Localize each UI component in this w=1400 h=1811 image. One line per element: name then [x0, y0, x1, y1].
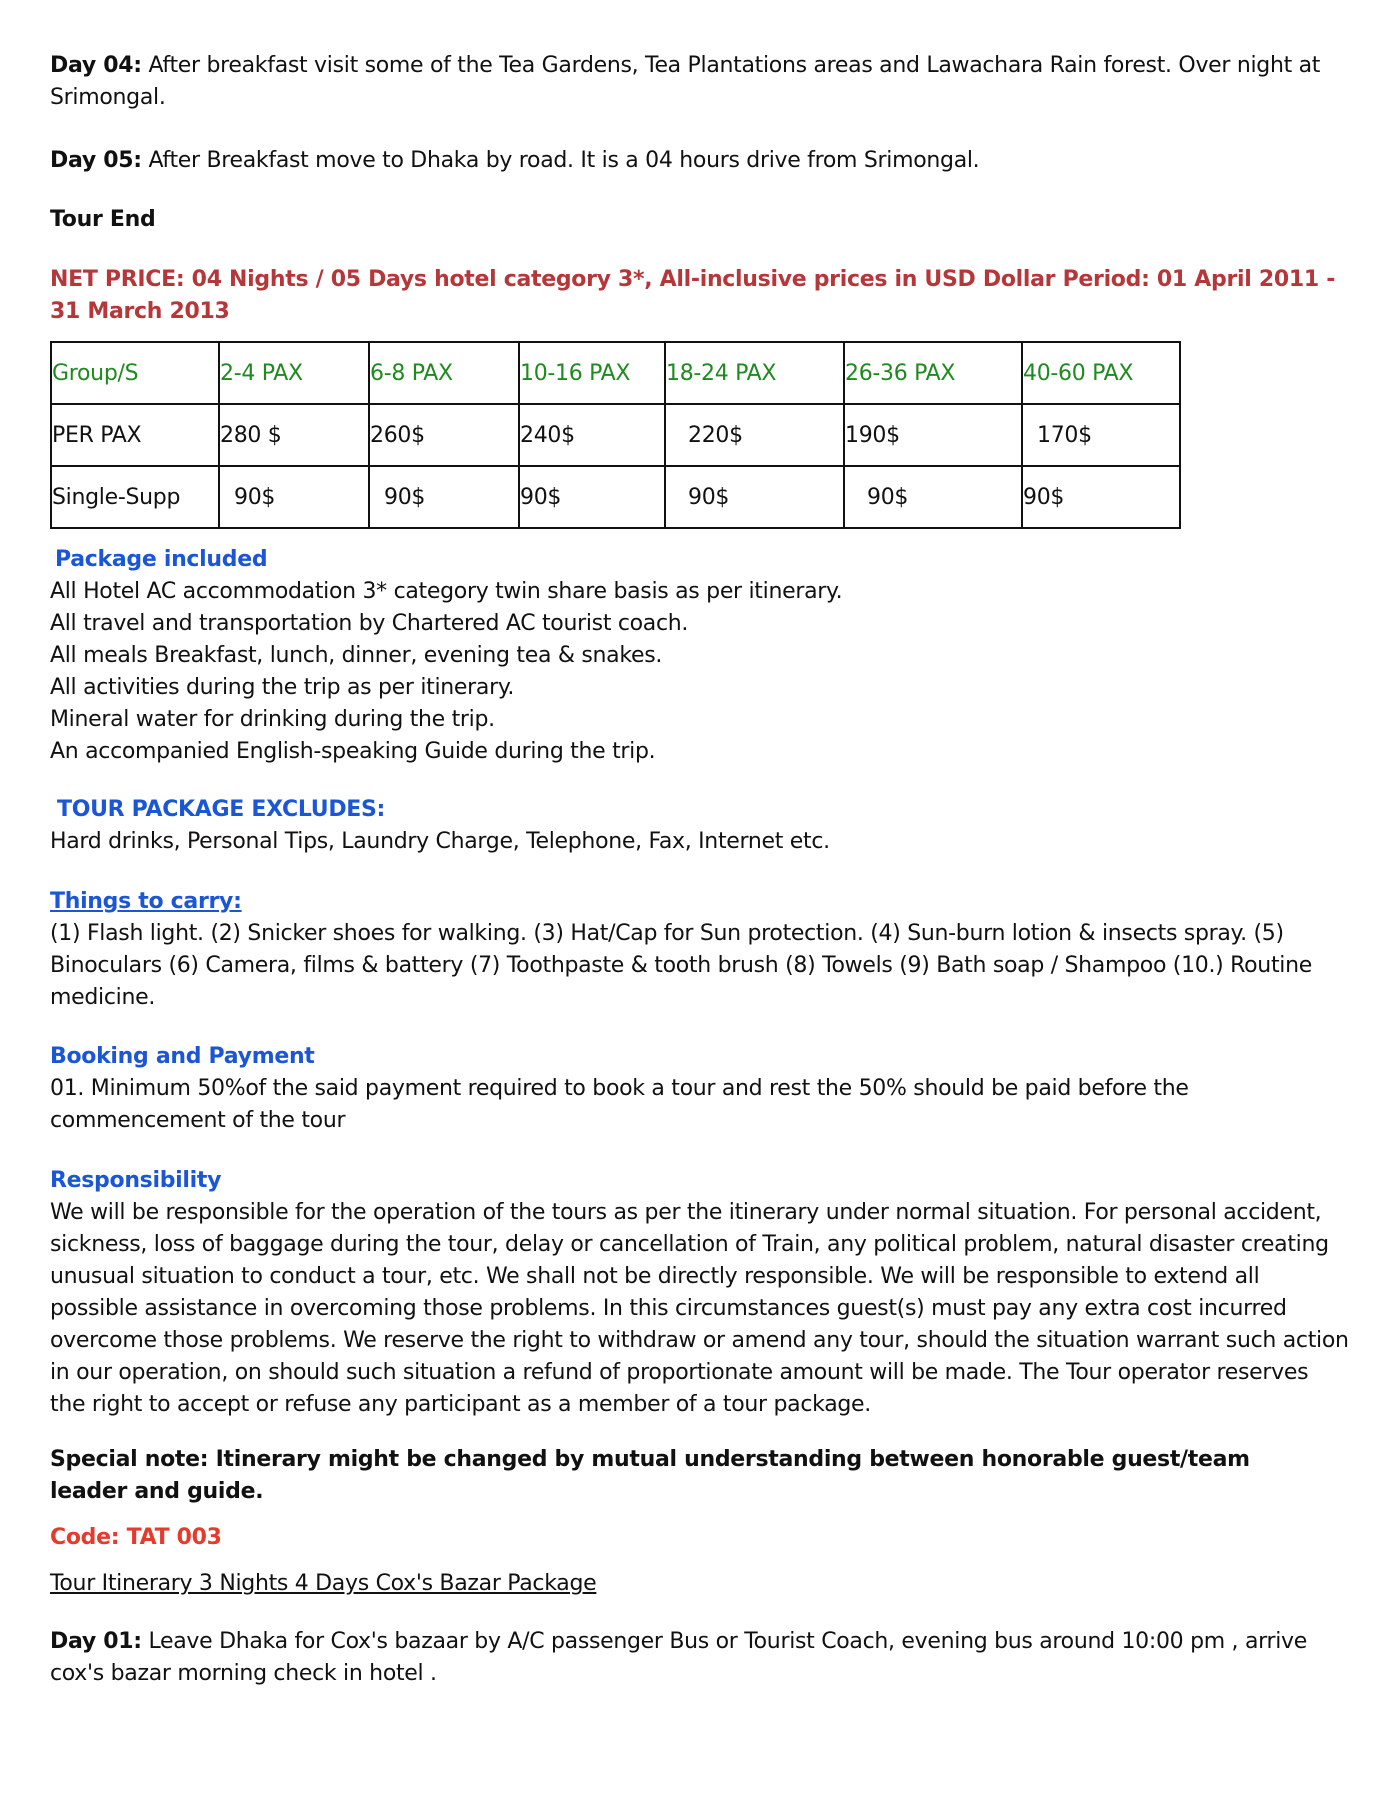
day-05-paragraph: [50, 145, 1350, 177]
day-04-paragraph: [50, 50, 1350, 114]
package-title: Tour Itinerary 3 Nights 4 Days Cox's Bazar Package: [50, 1571, 597, 1596]
row-label-cell: Single-Supp: [51, 466, 219, 528]
list-item: All Hotel AC accommodation 3* category twin share basis as per itinerary.: [50, 579, 843, 604]
header-cell: 40-60 PAX: [1022, 342, 1180, 404]
excludes-heading: TOUR PACKAGE EXCLUDES:: [57, 797, 386, 822]
price-table-row-per-pax: [51, 404, 1180, 466]
things-to-carry-heading: Things to carry:: [50, 889, 242, 914]
responsibility-text: We will be responsible for the operation of the tours as per the itinerary under normal situation. For personal accident, sickness, loss of baggage during the tour, delay or cancellation of Train, any political problem, natural disaster creating unusual situation to conduct a tour, etc. We shall not be directly responsible. We will be responsible to extend all possible assistance in overcoming those problems. In this circumstances guest(s) must pay any extra cost incurred overcome those problems. We reserve the right to withdraw or amend any tour, should the situation warrant such action in our operation, on should such situation a refund of proportionate amount will be made. The Tour operator reserves the right to accept or refuse any participant as a member of a tour package.: [50, 1200, 1349, 1417]
price-cell: 90$: [369, 466, 519, 528]
day-01-label: Day 01:: [50, 1629, 142, 1654]
list-item: An accompanied English-speaking Guide during the trip.: [50, 739, 656, 764]
price-table-row-single-supp: [51, 466, 1180, 528]
price-table-header-row: [51, 342, 1180, 404]
day-01-paragraph: [50, 1626, 1360, 1690]
price-table: [50, 341, 1181, 529]
special-note: Special note: Itinerary might be changed by mutual understanding between honorable guest/team leader and guide.: [50, 1447, 1250, 1504]
net-price-heading: NET PRICE: 04 Nights / 05 Days hotel category 3*, All-inclusive prices in USD Dollar Period: 01 April 2011 - 31 March 2013: [50, 267, 1336, 324]
list-item: Mineral water for drinking during the trip.: [50, 707, 495, 732]
price-cell: 90$: [219, 466, 369, 528]
things-to-carry-text: (1) Flash light. (2) Snicker shoes for walking. (3) Hat/Cap for Sun protection. (4) Sun-burn lotion & insects spray. (5) Binoculars (6) Camera, films & battery (7) Toothpaste & tooth brush (8) Towels (9) Bath soap / Shampoo (10.) Routine medicine.: [50, 921, 1312, 1010]
price-cell: 240$: [519, 404, 665, 466]
price-cell: 280 $: [219, 404, 369, 466]
responsibility-heading: Responsibility: [50, 1168, 222, 1193]
package-included-list: [50, 576, 1350, 768]
list-item: All activities during the trip as per itinerary.: [50, 675, 515, 700]
price-cell: 90$: [519, 466, 665, 528]
row-label-cell: PER PAX: [51, 404, 219, 466]
day-04-text: After breakfast visit some of the Tea Gardens, Tea Plantations areas and Lawachara Rain forest. Over night at Srimongal.: [50, 53, 1321, 110]
header-cell: 10-16 PAX: [519, 342, 665, 404]
header-cell: 26-36 PAX: [844, 342, 1022, 404]
package-code: Code: TAT 003: [50, 1525, 222, 1550]
excludes-text: Hard drinks, Personal Tips, Laundry Charge, Telephone, Fax, Internet etc.: [50, 829, 830, 854]
list-item: All meals Breakfast, lunch, dinner, evening tea & snakes.: [50, 643, 663, 668]
price-cell: 170$: [1022, 404, 1180, 466]
price-cell: 90$: [1022, 466, 1180, 528]
list-item: All travel and transportation by Chartered AC tourist coach.: [50, 611, 689, 636]
booking-heading: Booking and Payment: [50, 1044, 315, 1069]
day-05-text: After Breakfast move to Dhaka by road. It is a 04 hours drive from Srimongal.: [141, 148, 980, 173]
header-cell: 2-4 PAX: [219, 342, 369, 404]
package-included-heading: Package included: [55, 547, 268, 572]
booking-text: 01. Minimum 50%of the said payment required to book a tour and rest the 50% should be paid before the commencement of the tour: [50, 1076, 1189, 1133]
header-cell: 18-24 PAX: [665, 342, 844, 404]
header-cell: 6-8 PAX: [369, 342, 519, 404]
day-01-text: Leave Dhaka for Cox's bazaar by A/C passenger Bus or Tourist Coach, evening bus around 10:00 pm , arrive cox's bazar morning check in hotel .: [50, 1629, 1307, 1686]
header-cell: Group/S: [51, 342, 219, 404]
tour-end-label: Tour End: [50, 207, 156, 232]
price-cell: 90$: [665, 466, 844, 528]
price-cell: 260$: [369, 404, 519, 466]
day-05-label: Day 05:: [50, 148, 142, 173]
price-cell: 90$: [844, 466, 1022, 528]
price-cell: 220$: [665, 404, 844, 466]
price-cell: 190$: [844, 404, 1022, 466]
day-04-label: Day 04:: [50, 53, 142, 78]
